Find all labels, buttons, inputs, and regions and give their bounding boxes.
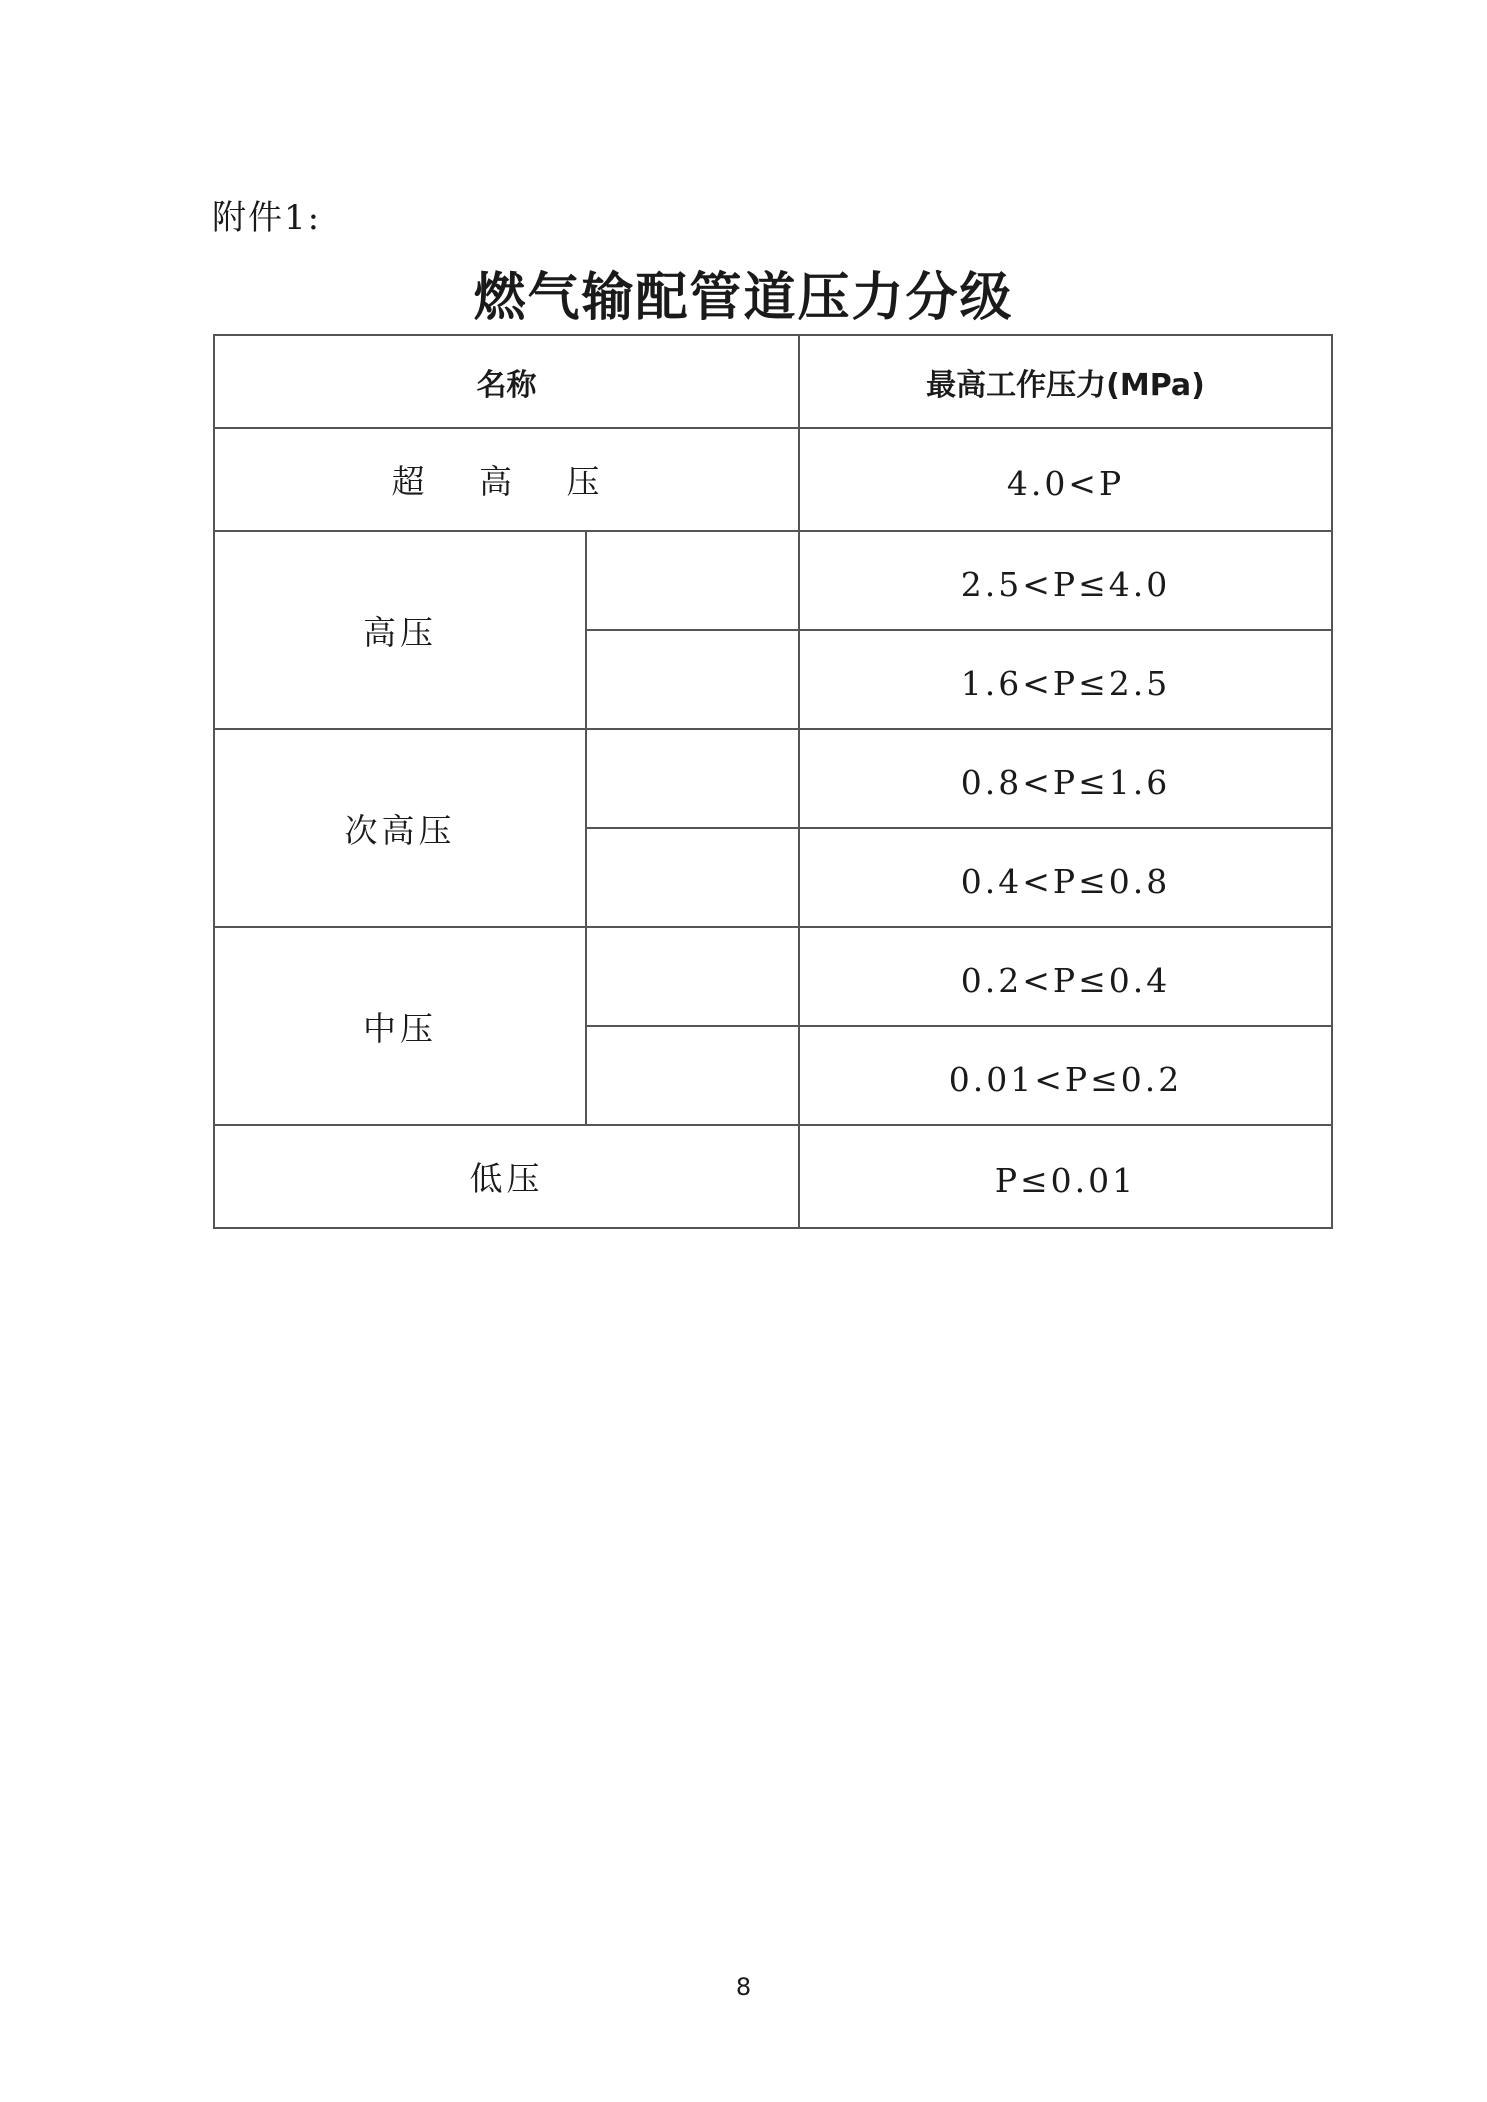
row-value-medium-a: 0.2<P≤0.4 bbox=[799, 927, 1332, 1026]
table-header-row bbox=[214, 335, 1332, 428]
empty-subcell bbox=[586, 828, 799, 927]
header-max-pressure: 最高工作压力(MPa) bbox=[799, 335, 1332, 428]
row-name-low: 低压 bbox=[214, 1125, 799, 1228]
row-value-ultra-high: 4.0<P bbox=[799, 428, 1332, 531]
table-row bbox=[214, 428, 1332, 531]
empty-subcell bbox=[586, 729, 799, 828]
row-name-ultra-high bbox=[214, 428, 799, 531]
page-number: 8 bbox=[735, 1973, 752, 2001]
empty-subcell bbox=[586, 927, 799, 1026]
row-value-high-a: 2.5<P≤4.0 bbox=[799, 531, 1332, 630]
row-name-medium: 中压 bbox=[214, 927, 586, 1125]
table-row bbox=[214, 927, 1332, 1026]
row-value-high-b: 1.6<P≤2.5 bbox=[799, 630, 1332, 729]
row-name-high: 高压 bbox=[214, 531, 586, 729]
table-row bbox=[214, 1125, 1332, 1228]
header-name: 名称 bbox=[214, 335, 799, 428]
row-name-sub-high: 次高压 bbox=[214, 729, 586, 927]
table-row bbox=[214, 531, 1332, 630]
empty-subcell bbox=[586, 531, 799, 630]
page-title: 燃气输配管道压力分级 bbox=[473, 268, 1014, 328]
empty-subcell bbox=[586, 1026, 799, 1125]
row-value-sub-high-a: 0.8<P≤1.6 bbox=[799, 729, 1332, 828]
ultra-high-label: 超 高 压 bbox=[391, 462, 622, 501]
pressure-classification-table bbox=[213, 334, 1333, 1229]
row-value-sub-high-b: 0.4<P≤0.8 bbox=[799, 828, 1332, 927]
attachment-label: 附件1: bbox=[212, 198, 322, 238]
table-row bbox=[214, 729, 1332, 828]
empty-subcell bbox=[586, 630, 799, 729]
row-value-medium-b: 0.01<P≤0.2 bbox=[799, 1026, 1332, 1125]
row-value-low: P≤0.01 bbox=[799, 1125, 1332, 1228]
